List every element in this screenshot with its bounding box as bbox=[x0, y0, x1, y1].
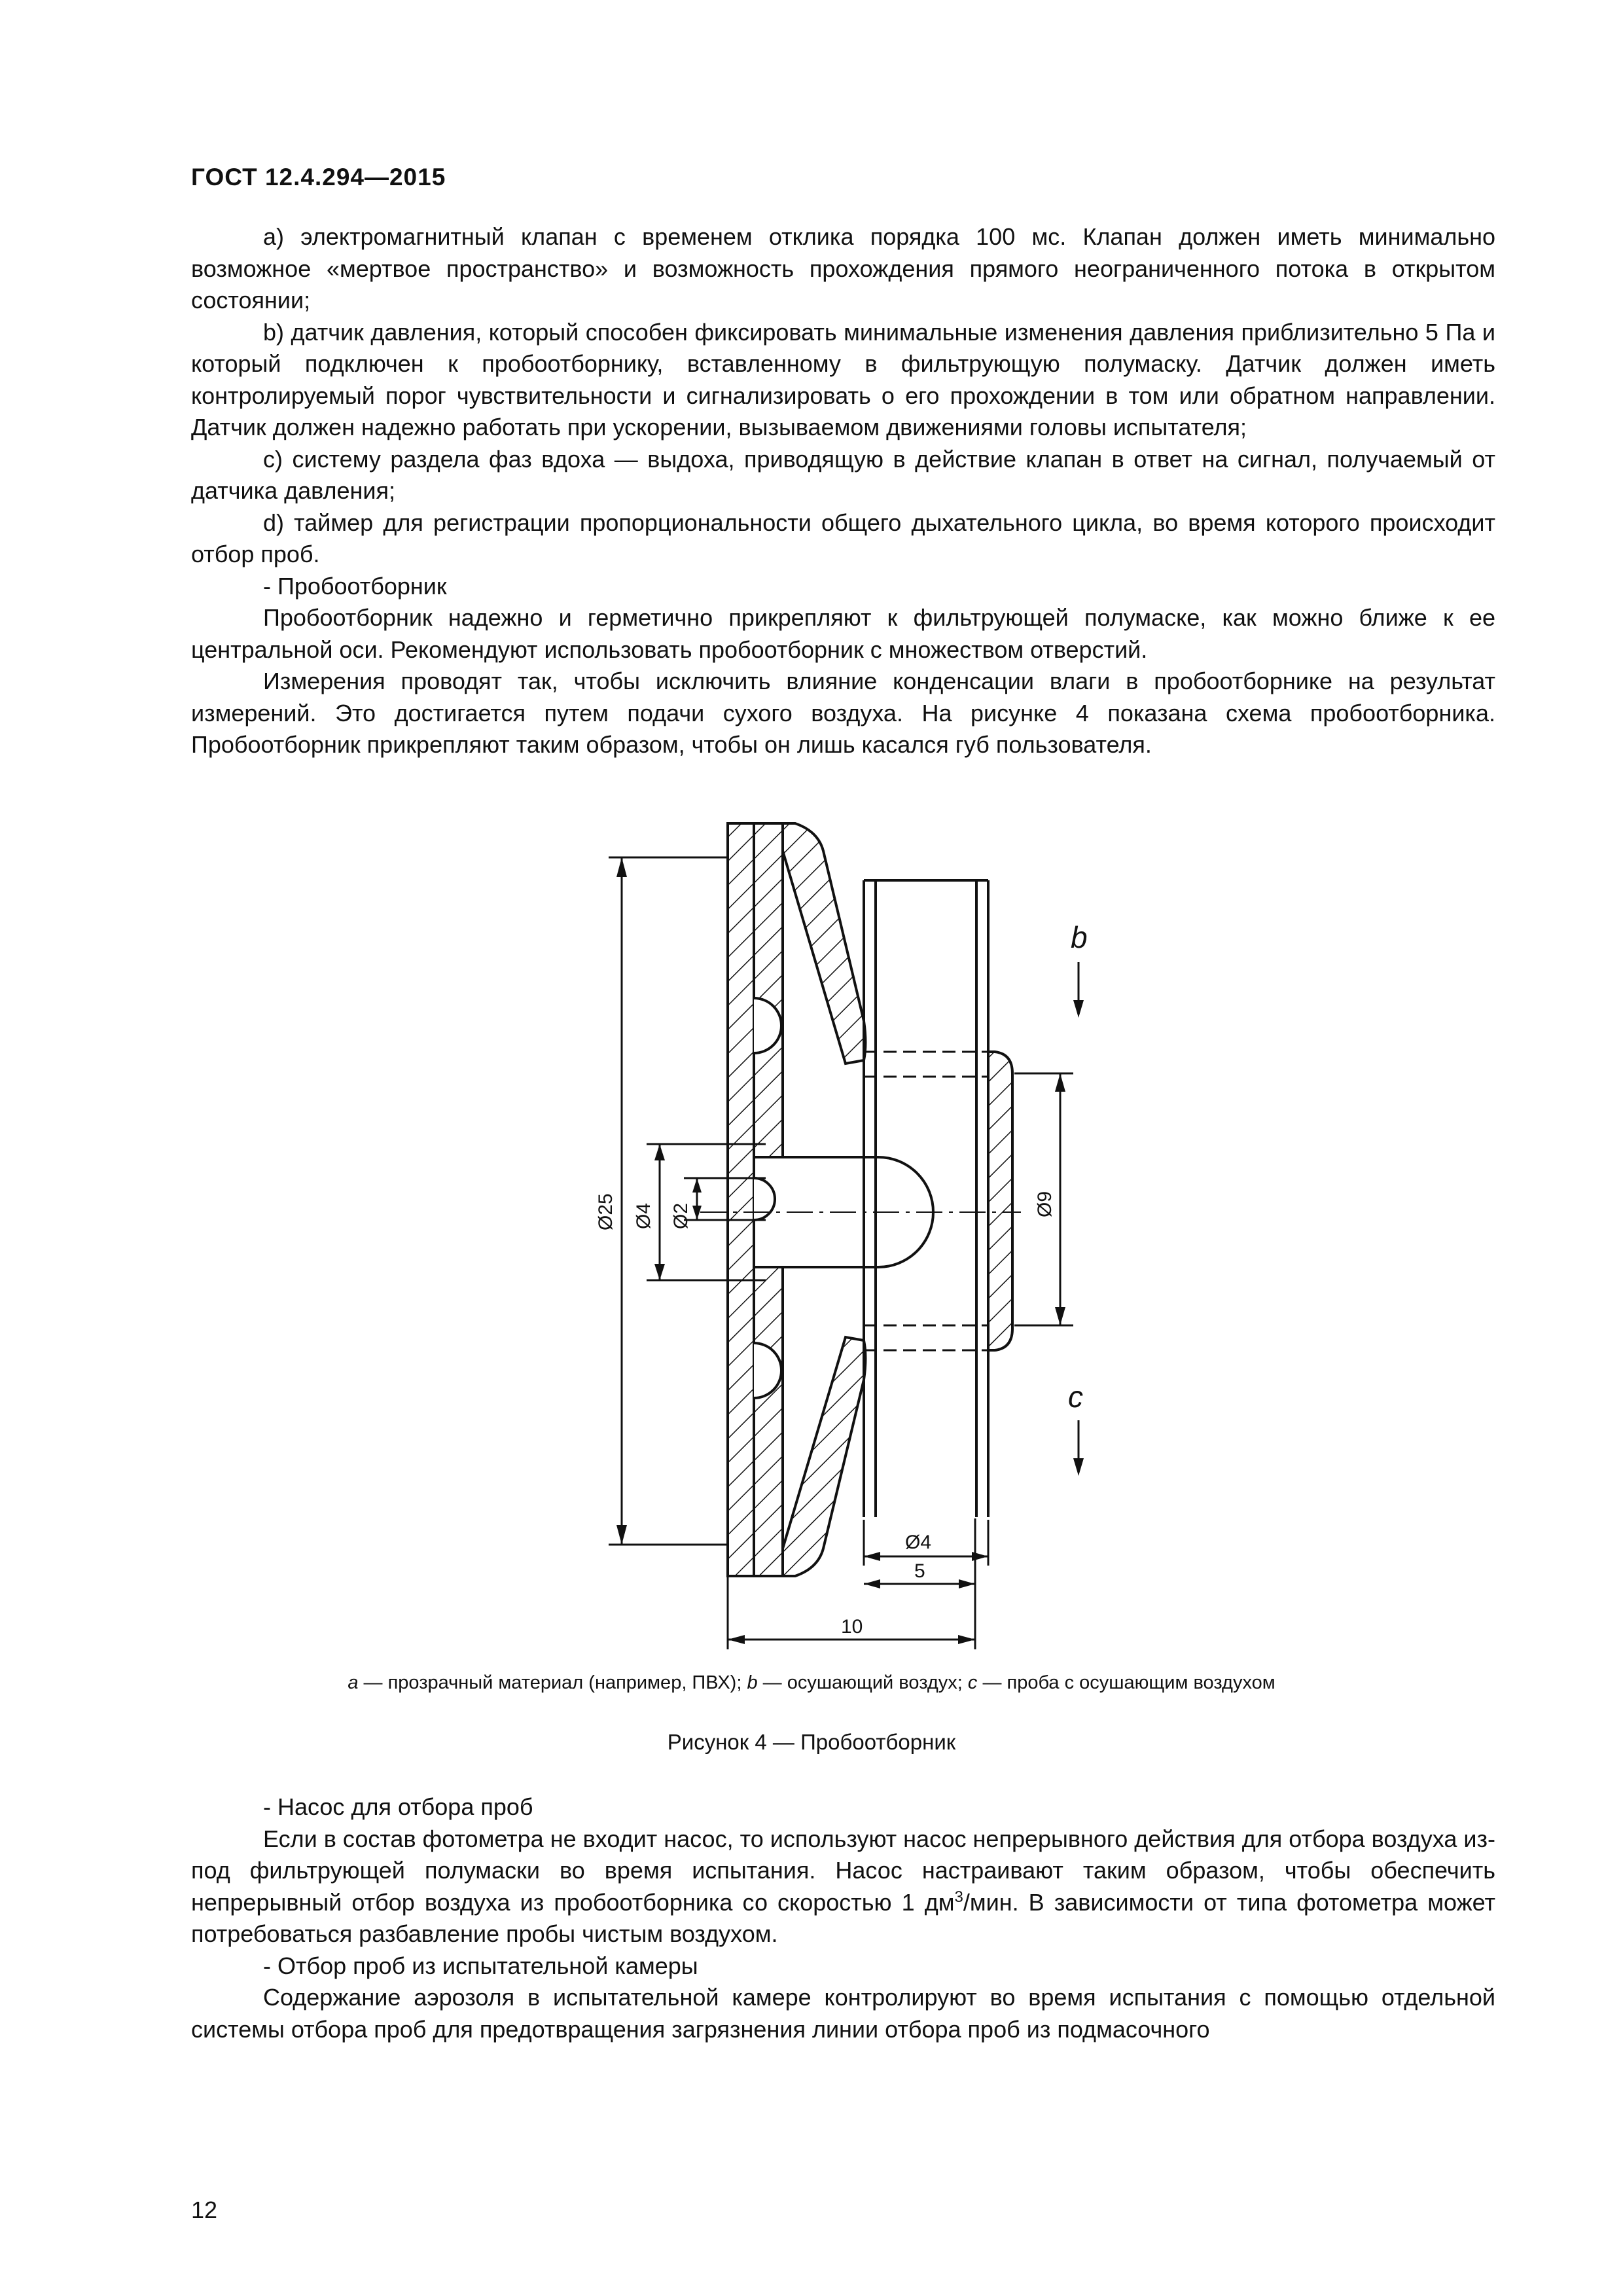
superscript-3: 3 bbox=[954, 1888, 963, 1906]
page-number: 12 bbox=[191, 2197, 218, 2223]
body-text-bottom bbox=[191, 1791, 1495, 2045]
plate-outer bbox=[728, 823, 754, 1576]
paragraph-sampler-attach: Пробоотборник надежно и герметично прикрепляют к фильтрующей полумаске, как можно ближе к ее центральной оси. Рекомендуют использовать пробоотборник с множеством отверстий. bbox=[191, 604, 1495, 663]
paragraph-pump bbox=[191, 1823, 1495, 1950]
label-b: b bbox=[1071, 920, 1088, 954]
dim-5: 5 bbox=[914, 1560, 925, 1582]
right-collar bbox=[988, 1052, 1012, 1350]
legend-key-c: с bbox=[967, 1672, 978, 1693]
paragraph-item-c: с) систему раздела фаз вдоха — выдоха, приводящую в действие клапан в ответ на сигнал, получаемый от датчика давления; bbox=[191, 445, 1495, 504]
subheading-pump: - Насос для отбора проб bbox=[263, 1793, 533, 1820]
paragraph-measurements: Измерения проводят так, чтобы исключить влияние конденсации влаги в пробоотборнике на результат измерений. Это достигается путем подачи сухого воздуха. На рисунке 4 показана схема пробоотборника. Пробоотборник прикрепляют таким образом, чтобы он лишь касался губ пользователя. bbox=[191, 668, 1495, 758]
figure-legend bbox=[0, 1672, 1623, 1694]
subheading-chamber-sampling: - Отбор проб из испытательной камеры bbox=[263, 1952, 698, 1979]
dim-10: 10 bbox=[841, 1616, 863, 1638]
paragraph-pump-before: Если в состав фотометра не входит насос, то используют насос непрерывного действия для отбора воздуха из-под фильтрующей полумаски во время испытания. Насос настраивают таким образом, чтобы обеспечить непрерывный отбор воздуха из пробоотборника со скоростью 1 дм bbox=[191, 1825, 1495, 1916]
dim-d2: Ø2 bbox=[670, 1202, 692, 1229]
paragraph-item-a: а) электромагнитный клапан с временем отклика порядка 100 мс. Клапан должен иметь минимально возможное «мертвое пространство» и возможность прохождения прямого неограниченного потока в открытом состоянии; bbox=[191, 223, 1495, 314]
figure-caption: Рисунок 4 — Пробоотборник bbox=[667, 1730, 956, 1754]
paragraph-pump-after: /мин. В зависимости от типа фотометра может потребоваться разбавление пробы чистым воздухом. bbox=[191, 1888, 1495, 1947]
legend-key-b: b bbox=[747, 1672, 758, 1693]
subheading-sampler: - Пробоотборник bbox=[263, 572, 447, 600]
body-text-top bbox=[191, 221, 1495, 761]
paragraph-aerosol: Содержание аэрозоля в испытательной камере контролируют во время испытания с помощью отдельной системы отбора проб для предотвращения загрязнения линии отбора проб из подмасочного bbox=[191, 1984, 1495, 2043]
label-c: c bbox=[1068, 1380, 1083, 1414]
dim-d4-bottom: Ø4 bbox=[905, 1532, 932, 1553]
dim-d9: Ø9 bbox=[1034, 1191, 1056, 1217]
legend-key-a: а bbox=[348, 1672, 359, 1693]
legend-text-a: — прозрачный материал (например, ПВХ); bbox=[358, 1672, 747, 1693]
lower-cone bbox=[783, 1337, 866, 1576]
paragraph-item-d: d) таймер для регистрации пропорциональности общего дыхательного цикла, во время которого происходит отбор проб. bbox=[191, 509, 1495, 567]
legend-text-b: — осушающий воздух; bbox=[757, 1672, 968, 1693]
legend-text-c: — проба с осушающим воздухом bbox=[977, 1672, 1275, 1693]
sampler-drawing bbox=[0, 812, 1623, 1662]
standard-header: ГОСТ 12.4.294—2015 bbox=[191, 164, 446, 190]
upper-cone bbox=[783, 823, 866, 1064]
paragraph-item-b: b) датчик давления, который способен фиксировать минимальные изменения давления приблизительно 5 Па и который подключен к пробоотборнику, вставленному в фильтрующую полумаску. Датчик должен иметь контролируемый порог чувствительности и сигнализировать о его прохождении в том или обратном направлении. Датчик должен надежно работать при ускорении, вызываемом движениями головы испытателя; bbox=[191, 318, 1495, 440]
dim-d4: Ø4 bbox=[633, 1202, 654, 1229]
dim-d25: Ø25 bbox=[595, 1193, 616, 1230]
